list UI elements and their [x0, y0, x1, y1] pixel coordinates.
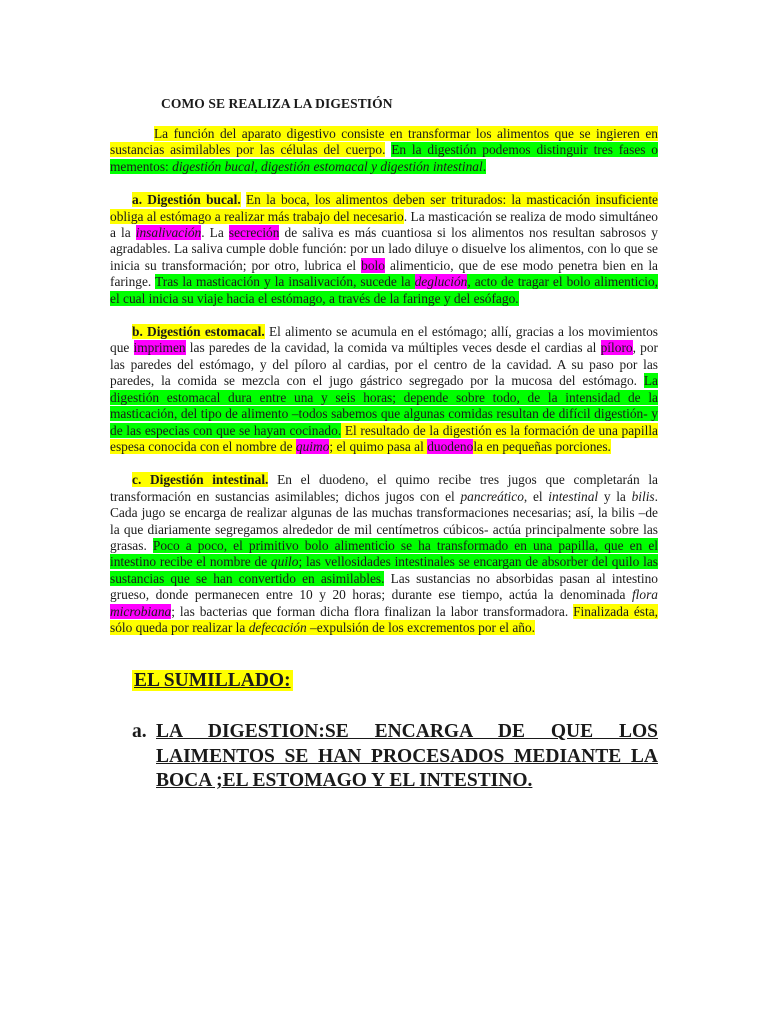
word-bilis: bilis [631, 488, 655, 504]
word-quilo: quilo [270, 554, 299, 570]
word-deglucion: deglución [414, 274, 468, 290]
document-title: COMO SE REALIZA LA DIGESTIÓN [161, 96, 393, 111]
word-imprimen: imprimen [133, 340, 186, 356]
word-flora: flora [631, 587, 658, 603]
word-microbiana: microbiana [110, 603, 172, 619]
sumillado-item-text: LA DIGESTION:SE ENCARGA DE QUE LOS LAIMENTOS SE HAN PROCESADOS MEDIANTE LA BOCA ;EL ESTOMAGO Y EL INTESTINO. [156, 721, 658, 792]
intro-paragraph [110, 126, 658, 175]
estomacal-paragraph: b. Digestión estomacal. El alimento se acumula en el estómago; allí, gracias a los movimientos que imprimen las paredes de la cavidad, la comida va múltiples veces desde el cardias al píloro, por las paredes del estómago, y del píloro al cardias, por el centro de la cavidad. A su paso por las paredes, la comida se mezcla con el jugo gástrico segregado por la mucosa del estómago. La digestión estomacal dura entre una y seis horas; depende sobre todo, de la intensidad de la masticación, del tipo de alimento –todos sabemos que algunas comidas resultan de difícil digestión- y de las especias con que se hayan cocinado. El resultado de la digestión es la formación de una papilla espesa conocida con el nombre de quimo; el quimo pasa al duodenola en pequeñas porciones. [110, 324, 659, 454]
intestinal-paragraph: c. Digestión intestinal. En el duodeno, el quimo recibe tres jugos que completarán la transformación en sustancias asimilables; dichos jugos con el pancreático, el intestinal y la bilis. Cada jugo se encarga de realizar algunas de las muchas transformaciones necesarias; así, la bilis –de la que diariamente segregamos alrededor de mil centímetros cúbicos- actúa principalmente sobre las grasas. Poco a poco, el primitivo bolo alimenticio se ha transformado en una papilla, que en el intestino recibe el nombre de quilo; las vellosidades intestinales se encargan de absorber del quilo las sustancias que se han convertido en asimilables. Las sustancias no absorbidas pasan al intestino grueso, donde permanecen entre 10 y 20 horas; durante ese tiempo, actúa la denominada flora microbiana; las bacterias que forman dicha flora finalizan la labor transformadora. Finalizada ésta, sólo queda por realizar la defecación –expulsión de los excrementos por el año. [110, 472, 658, 635]
word-secrecion: secreción [228, 225, 280, 241]
intestinal-heading: c. Digestión intestinal. [132, 472, 269, 488]
bucal-heading: a. Digestión bucal. [132, 192, 241, 208]
intestinal-sentence-yellow: Finalizada ésta, sólo queda por realizar la defecación –expulsión de los excrementos por el año. [110, 603, 658, 635]
intro-sentence-2: En la digestión podemos distinguir tres fases o mementos: digestión bucal, digestión estomacal y digestión intestinal. [110, 142, 658, 174]
word-bolo: bolo [361, 257, 385, 273]
sumillado-item [132, 720, 658, 794]
intestinal-sentence-green: Poco a poco, el primitivo bolo alimenticio se ha transformado en una papilla, que en el intestino recibe el nombre de quilo; las vellosidades intestinales se encargan de absorber del quilo las sustancias que se han convertido en asimilables. [110, 537, 658, 586]
word-quimo: quimo [295, 438, 330, 454]
word-piloro: píloro [600, 340, 633, 356]
estomacal-heading: b. Digestión estomacal. [132, 324, 265, 340]
bucal-sentence-green: Tras la masticación y la insalivación, sucede la deglución, acto de tragar el bolo alimenticio, el cual inicia su viaje hacia el estómago, a través de la faringe y del esófago. [110, 274, 658, 306]
bucal-paragraph: a. Digestión bucal. En la boca, los alimentos deben ser triturados: la masticación insuficiente obliga al estómago a realizar más trabajo del necesario. La masticación se realiza de modo simultáneo a la insalivación. La secreción de saliva es más cuantiosa si los alimentos nos resultan sabrosos y agradables. La saliva cumple doble función: por un lado diluye o disuelve los alimentos, con lo que se inicia su transformación; por otro, lubrica el bolo alimenticio, que de ese modo penetra bien en la faringe. Tras la masticación y la insalivación, sucede la deglución, acto de tragar el bolo alimenticio, el cual inicia su viaje hacia el estómago, a través de la faringe y del esófago. [110, 192, 659, 306]
estomacal-sentence-green: La digestión estomacal dura entre una y seis horas; depende sobre todo, de la intensidad de la masticación, del tipo de alimento –todos sabemos que algunas comidas resultan de difícil digestión- y de las especias con que se hayan cocinado. [110, 373, 658, 438]
bucal-sentence-1: En la boca, los alimentos deben ser triturados: la masticación insuficiente obliga al estómago a realizar más trabajo del necesario [110, 192, 658, 224]
intro-sentence-1: La función del aparato digestivo consiste en transformar los alimentos que se ingieren en sustancias asimilables por las células del cuerpo. [110, 126, 658, 158]
sumillado-title: EL SUMILLADO: [134, 670, 291, 692]
estomacal-sentence-yellow: El resultado de la digestión es la formación de una papilla espesa conocida con el nombre de quimo; el quimo pasa al duodenola en pequeñas porciones. [110, 422, 658, 454]
sumillado-item-letter: a. [132, 721, 147, 743]
word-duodeno: duodeno [427, 438, 474, 454]
intro-phases: digestión bucal, digestión estomacal y digestión intestinal [172, 158, 483, 174]
word-intestinal: intestinal [548, 488, 599, 504]
word-insalivacion: insalivación [135, 225, 202, 241]
word-defecacion: defecación [248, 619, 307, 635]
word-pancreatico: pancreático [460, 488, 524, 504]
